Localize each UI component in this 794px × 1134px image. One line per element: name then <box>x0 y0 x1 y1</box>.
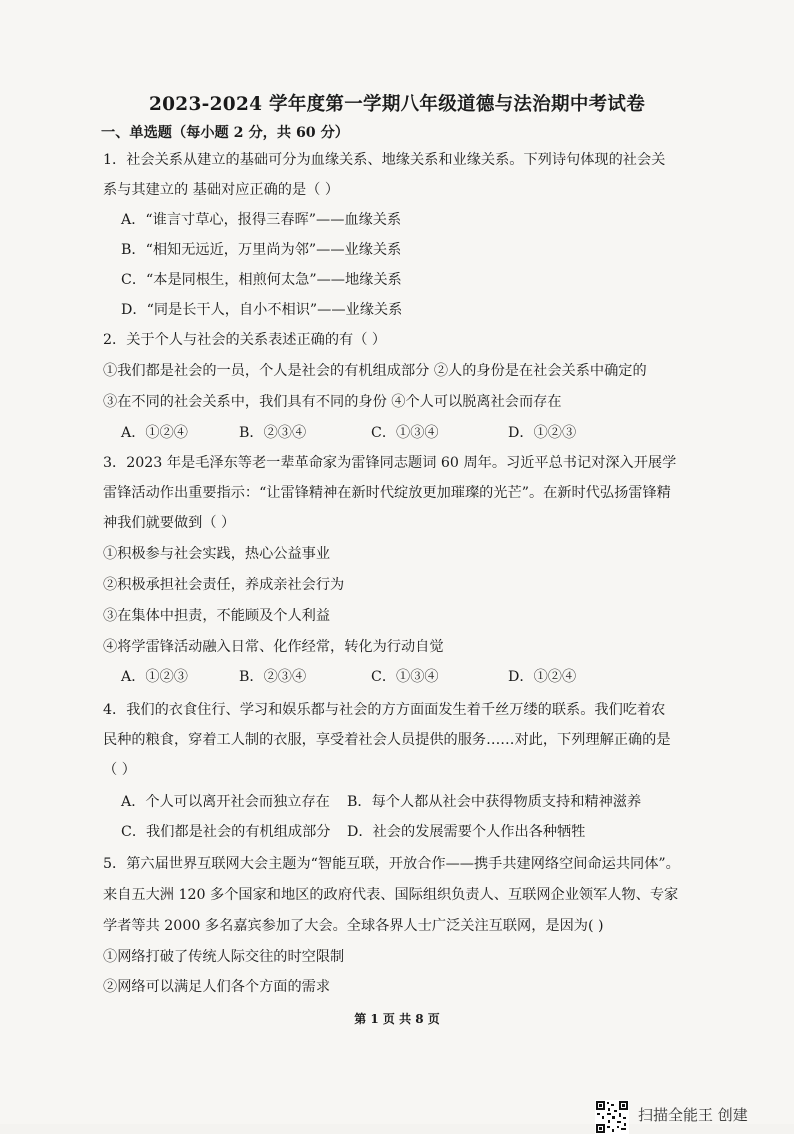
q3-option-d: D．①②④ <box>508 669 577 685</box>
q5-stem-line1: 5．第六届世界互联网大会主题为“智能互联，开放合作——携手共建网络空间命运共同体”。 <box>103 856 680 872</box>
q3-stem-line3: 神我们就要做到（ ） <box>103 515 236 531</box>
q2-option-c: C．①③④ <box>371 425 439 441</box>
q3-statement-1: ①积极参与社会实践，热心公益事业 <box>103 546 331 562</box>
qr-code-icon <box>595 1100 629 1134</box>
q1-option-c: C．“本是同根生，相煎何太急”——地缘关系 <box>121 272 402 288</box>
q4-option-a: A．个人可以离开社会而独立存在 <box>121 794 330 810</box>
q4-stem-line1: 4．我们的衣食住行、学习和娱乐都与社会的方方面面发生着千丝万缕的联系。我们吃着农 <box>103 702 666 718</box>
page-title: 2023-2024 学年度第一学期八年级道德与法治期中考试卷 <box>148 94 646 115</box>
q5-statement-1: ①网络打破了传统人际交往的时空限制 <box>103 949 345 965</box>
q2-option-d: D．①②③ <box>508 425 577 441</box>
q3-statement-2: ②积极承担社会责任，养成亲社会行为 <box>103 577 345 593</box>
q1-option-a: A．“谁言寸草心，报得三春晖”——血缘关系 <box>121 212 402 228</box>
q3-statement-4: ④将学雷锋活动融入日常、化作经常，转化为行动自觉 <box>103 639 444 655</box>
q3-statement-3: ③在集体中担责，不能顾及个人利益 <box>103 608 331 624</box>
q5-stem-line3: 学者等共 2000 多名嘉宾参加了大会。全球各界人士广泛关注互联网，是因为( ) <box>103 918 604 934</box>
q2-option-b: B．②③④ <box>239 425 307 441</box>
q1-stem-line2: 系与其建立的 基础对应正确的是（ ） <box>103 182 340 198</box>
q5-statement-2: ②网络可以满足人们各个方面的需求 <box>103 979 331 995</box>
q2-stem: 2．关于个人与社会的关系表述正确的有（ ） <box>103 332 387 348</box>
q2-statements-line2: ③在不同的社会关系中，我们具有不同的身份 ④个人可以脱离社会而存在 <box>103 394 562 410</box>
q3-option-a: A．①②③ <box>121 669 188 685</box>
scanner-watermark: 扫描全能王 创建 <box>638 1106 748 1124</box>
q4-option-b: B．每个人都从社会中获得物质支持和精神滋养 <box>347 794 642 810</box>
q4-stem-line3: （ ） <box>103 762 136 778</box>
q2-statements-line1: ①我们都是社会的一员，个人是社会的有机组成部分 ②人的身份是在社会关系中确定的 <box>103 363 647 379</box>
section-heading: 一、单选题（每小题 2 分，共 60 分） <box>101 125 349 141</box>
q2-option-a: A．①②④ <box>121 425 188 441</box>
q1-stem-line1: 1．社会关系从建立的基础可分为血缘关系、地缘关系和业缘关系。下列诗句体现的社会关 <box>103 152 666 168</box>
q1-option-b: B．“相知无远近，万里尚为邻”——业缘关系 <box>121 242 402 258</box>
q3-option-b: B．②③④ <box>239 669 307 685</box>
q4-option-c: C．我们都是社会的有机组成部分 <box>121 824 331 840</box>
q3-stem-line2: 雷锋活动作出重要指示：“让雷锋精神在新时代绽放更加璀璨的光芒”。在新时代弘扬雷锋精 <box>103 485 671 501</box>
q4-stem-line2: 民种的粮食，穿着工人制的衣服，享受着社会人员提供的服务……对此，下列理解正确的是 <box>103 732 671 748</box>
page-footer: 第 1 页 共 8 页 <box>354 1012 440 1026</box>
q3-option-c: C．①③④ <box>371 669 439 685</box>
q1-option-d: D．“同是长干人，自小不相识”——业缘关系 <box>121 302 403 318</box>
q5-stem-line2: 来自五大洲 120 多个国家和地区的政府代表、国际组织负责人、互联网企业领军人物、专家 <box>103 887 679 903</box>
q4-option-d: D．社会的发展需要个人作出各种牺牲 <box>347 824 586 840</box>
q3-stem-line1: 3．2023 年是毛泽东等老一辈革命家为雷锋同志题词 60 周年。习近平总书记对深入开展学 <box>103 455 677 471</box>
